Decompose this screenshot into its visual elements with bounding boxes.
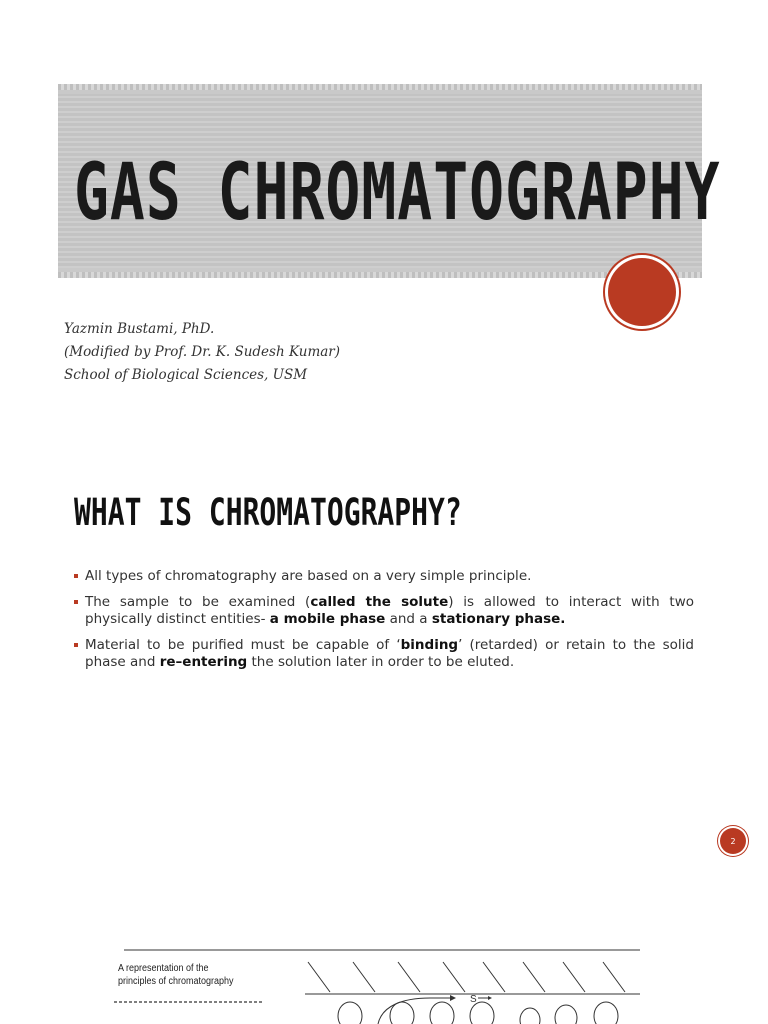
bullet-text: the solution later in order to be eluted.: [247, 654, 515, 670]
particle: [338, 1002, 362, 1024]
title-band-top-stripe: [58, 84, 702, 90]
hatch-mark: [523, 962, 545, 992]
particle: [470, 1002, 494, 1024]
slide-1: [0, 0, 768, 430]
title-band: [58, 84, 721, 278]
hatch-mark: [483, 962, 505, 992]
bullet-text: and a: [385, 611, 432, 627]
diagram-label-line-1: A representation of the: [118, 963, 209, 974]
stationary-phase-particles: [338, 1002, 618, 1024]
bullet-emphasis: re–entering: [159, 654, 248, 670]
page-number-badge: 2: [720, 828, 746, 854]
bullet-text: Material to be purified must be capable of ‘: [85, 637, 401, 653]
slide-2-title: WHAT IS CHROMATOGRAPHY?: [74, 490, 462, 535]
main-title: GAS CHROMATOGRAPHY: [74, 146, 721, 238]
chromatography-diagram: [110, 940, 650, 1024]
particle: [555, 1005, 577, 1024]
arrow-label-head: [488, 996, 492, 1000]
hatch-mark: [398, 962, 420, 992]
bullet-emphasis: stationary phase.: [431, 611, 566, 627]
hatch-mark: [308, 962, 330, 992]
bullet-emphasis: binding: [400, 637, 459, 653]
hatch-mark: [353, 962, 375, 992]
bullet-item: [74, 594, 694, 628]
bullet-emphasis: a mobile phase: [269, 611, 386, 627]
hatch-mark: [443, 962, 465, 992]
hatch-mark: [563, 962, 585, 992]
author-affiliation: School of Biological Sciences, USM: [64, 367, 308, 383]
title-band-bottom-stripe: [58, 272, 702, 278]
decorative-circle: [608, 258, 676, 326]
bullet-item: [74, 568, 694, 585]
particle: [430, 1002, 454, 1024]
bullet-text: ’ (retarded) or retain to the solid phase and: [85, 637, 694, 670]
diagram-drawing: [110, 940, 650, 1024]
mobile-phase-hatches: [308, 962, 625, 992]
particle: [594, 1002, 618, 1024]
hatch-mark: [603, 962, 625, 992]
bullet-list: [74, 568, 694, 680]
author-name: Yazmin Bustami, PhD.: [64, 321, 215, 337]
bullet-text: All types of chromatography are based on a very simple principle.: [85, 568, 532, 584]
bullet-item: [74, 637, 694, 671]
bullet-text: The sample to be examined (: [85, 594, 311, 610]
particle: [520, 1008, 540, 1024]
title-band-texture: [58, 94, 721, 268]
arrowhead: [450, 995, 456, 1001]
diagram-label-line-2: principles of chromatography: [118, 976, 234, 987]
arrow-label: S: [470, 994, 477, 1005]
author-modified-by: (Modified by Prof. Dr. K. Sudesh Kumar): [64, 344, 341, 360]
bullet-emphasis: called the solute: [310, 594, 449, 610]
bullet-text: ) is allowed to interact with two physically distinct entities-: [85, 594, 694, 627]
author-block: [64, 318, 340, 387]
